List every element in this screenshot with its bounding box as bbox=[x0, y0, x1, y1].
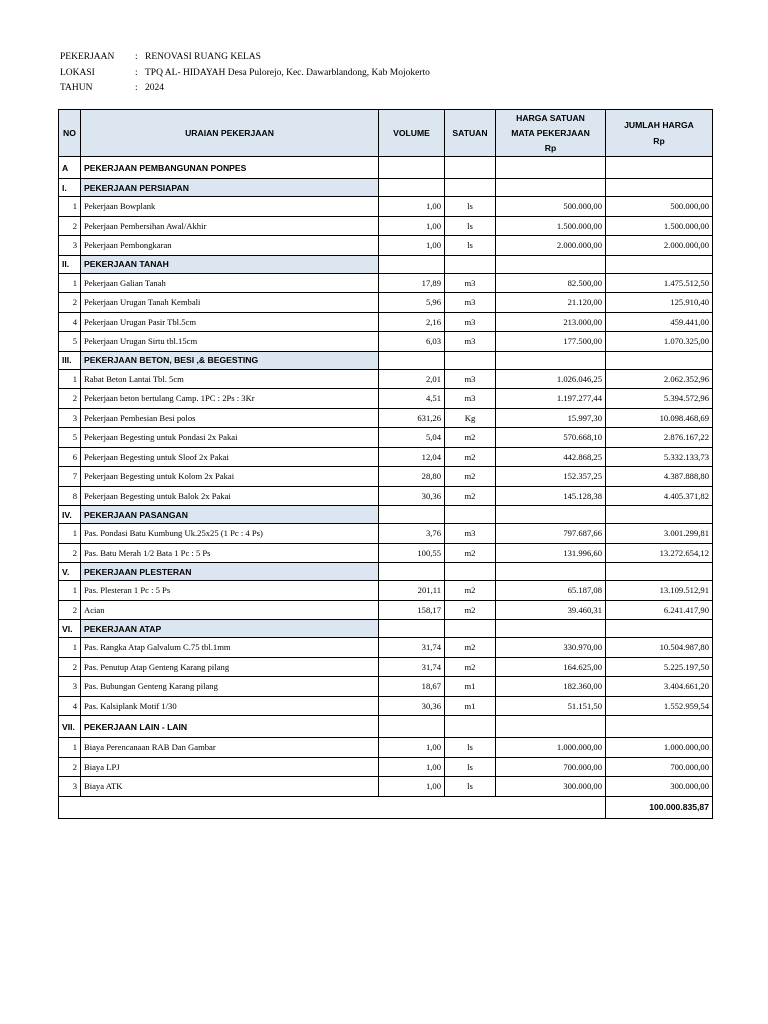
row-number: 1 bbox=[59, 273, 81, 293]
row-unit: Kg bbox=[445, 408, 496, 428]
rab-table bbox=[58, 109, 713, 819]
row-number: 3 bbox=[59, 777, 81, 797]
tahun-label: TAHUN bbox=[60, 83, 93, 93]
row-unit: ls bbox=[445, 216, 496, 236]
row-description: Pas. Penutup Atap Genteng Karang pilang bbox=[81, 657, 379, 677]
row-number: VI. bbox=[59, 620, 81, 638]
row-unit-price bbox=[496, 157, 606, 179]
row-total bbox=[606, 716, 713, 738]
row-description: Pekerjaan Begesting untuk Kolom 2x Pakai bbox=[81, 467, 379, 487]
table-row bbox=[59, 236, 713, 256]
table-row bbox=[59, 197, 713, 217]
row-description: Pekerjaan Begesting untuk Sloof 2x Pakai bbox=[81, 447, 379, 467]
table-row bbox=[59, 581, 713, 601]
row-unit: m2 bbox=[445, 638, 496, 658]
row-number: 4 bbox=[59, 312, 81, 332]
row-unit bbox=[445, 563, 496, 581]
row-number: 2 bbox=[59, 757, 81, 777]
row-volume bbox=[379, 157, 445, 179]
row-total: 5.394.572,96 bbox=[606, 389, 713, 409]
row-number: V. bbox=[59, 563, 81, 581]
section-row bbox=[59, 563, 713, 581]
table-row bbox=[59, 696, 713, 716]
row-unit bbox=[445, 506, 496, 524]
row-unit-price: 570.668,10 bbox=[496, 428, 606, 448]
row-unit-price: 1.500.000,00 bbox=[496, 216, 606, 236]
row-number: 2 bbox=[59, 543, 81, 563]
header-jumlah-line2: Rp bbox=[653, 136, 665, 147]
row-volume: 31,74 bbox=[379, 657, 445, 677]
row-number: 1 bbox=[59, 738, 81, 758]
row-unit-price bbox=[496, 620, 606, 638]
row-total: 4.387.888,80 bbox=[606, 467, 713, 487]
table-row bbox=[59, 486, 713, 506]
row-volume: 12,04 bbox=[379, 447, 445, 467]
row-unit bbox=[445, 179, 496, 197]
row-total: 5.332.133,73 bbox=[606, 447, 713, 467]
row-description: PEKERJAAN BETON, BESI ,& BEGESTING bbox=[81, 351, 379, 369]
row-total bbox=[606, 157, 713, 179]
group-row bbox=[59, 716, 713, 738]
table-row bbox=[59, 273, 713, 293]
row-unit: m3 bbox=[445, 273, 496, 293]
group-row bbox=[59, 157, 713, 179]
row-total: 459.441,00 bbox=[606, 312, 713, 332]
row-number: 3 bbox=[59, 236, 81, 256]
row-number: 3 bbox=[59, 677, 81, 697]
row-number: 5 bbox=[59, 428, 81, 448]
table-row bbox=[59, 216, 713, 236]
row-unit: m2 bbox=[445, 581, 496, 601]
table-row bbox=[59, 638, 713, 658]
table-row bbox=[59, 369, 713, 389]
section-row bbox=[59, 179, 713, 197]
row-unit: m2 bbox=[445, 447, 496, 467]
table-row bbox=[59, 332, 713, 352]
row-volume: 1,00 bbox=[379, 738, 445, 758]
table-row bbox=[59, 312, 713, 332]
row-number: 2 bbox=[59, 293, 81, 313]
section-row bbox=[59, 255, 713, 273]
row-volume: 2,01 bbox=[379, 369, 445, 389]
header-volume: VOLUME bbox=[379, 110, 445, 157]
row-total bbox=[606, 255, 713, 273]
table-row bbox=[59, 657, 713, 677]
pekerjaan-value: RENOVASI RUANG KELAS bbox=[145, 52, 261, 62]
row-number: 4 bbox=[59, 696, 81, 716]
row-unit: ls bbox=[445, 757, 496, 777]
row-unit-price: 1.026.046,25 bbox=[496, 369, 606, 389]
row-volume: 1,00 bbox=[379, 216, 445, 236]
row-unit-price: 39.460,31 bbox=[496, 600, 606, 620]
row-total: 2.876.167,22 bbox=[606, 428, 713, 448]
header-jumlah-line1: JUMLAH HARGA bbox=[624, 119, 694, 130]
header-uraian: URAIAN PEKERJAAN bbox=[81, 110, 379, 157]
row-total bbox=[606, 506, 713, 524]
row-description: Pekerjaan Bowplank bbox=[81, 197, 379, 217]
row-description: Pekerjaan Galian Tanah bbox=[81, 273, 379, 293]
row-unit: m2 bbox=[445, 486, 496, 506]
row-description: PEKERJAAN PLESTERAN bbox=[81, 563, 379, 581]
header-satuan: SATUAN bbox=[445, 110, 496, 157]
row-unit: ls bbox=[445, 197, 496, 217]
row-volume: 1,00 bbox=[379, 236, 445, 256]
row-unit: ls bbox=[445, 236, 496, 256]
tahun-row bbox=[60, 81, 430, 97]
grand-total-value: 100.000.835,87 bbox=[606, 796, 713, 818]
row-unit: m1 bbox=[445, 696, 496, 716]
row-total: 300.000,00 bbox=[606, 777, 713, 797]
row-number: 3 bbox=[59, 408, 81, 428]
row-volume bbox=[379, 620, 445, 638]
row-total: 1.475.512,50 bbox=[606, 273, 713, 293]
table-row bbox=[59, 524, 713, 544]
row-unit-price: 21.120,00 bbox=[496, 293, 606, 313]
row-unit-price: 177.500,00 bbox=[496, 332, 606, 352]
row-unit-price: 1.197.277,44 bbox=[496, 389, 606, 409]
row-number: 1 bbox=[59, 581, 81, 601]
lokasi-label: LOKASI bbox=[60, 67, 95, 78]
grand-total-spacer bbox=[59, 796, 606, 818]
row-unit bbox=[445, 351, 496, 369]
row-total: 5.225.197,50 bbox=[606, 657, 713, 677]
row-unit: ls bbox=[445, 777, 496, 797]
header-no: NO bbox=[59, 110, 81, 157]
table-row bbox=[59, 467, 713, 487]
row-unit bbox=[445, 157, 496, 179]
row-description: Pekerjaan Pembersihan Awal/Akhir bbox=[81, 216, 379, 236]
row-number: 8 bbox=[59, 486, 81, 506]
grand-total-row bbox=[59, 796, 713, 818]
row-total: 3.404.661,20 bbox=[606, 677, 713, 697]
row-description: Pas. Batu Merah 1/2 Bata 1 Pc : 5 Ps bbox=[81, 543, 379, 563]
row-description: Pas. Bubungan Genteng Karang pilang bbox=[81, 677, 379, 697]
lokasi-separator: : bbox=[135, 67, 138, 78]
pekerjaan-row bbox=[60, 50, 430, 66]
table-row bbox=[59, 600, 713, 620]
row-description: Pekerjaan Pembesian Besi polos bbox=[81, 408, 379, 428]
table-row bbox=[59, 738, 713, 758]
row-unit: m3 bbox=[445, 524, 496, 544]
row-number: A bbox=[59, 157, 81, 179]
pekerjaan-label: PEKERJAAN bbox=[60, 52, 115, 62]
row-number: II. bbox=[59, 255, 81, 273]
row-unit-price: 2.000.000,00 bbox=[496, 236, 606, 256]
row-description: PEKERJAAN ATAP bbox=[81, 620, 379, 638]
row-unit-price: 152.357,25 bbox=[496, 467, 606, 487]
row-volume: 201,11 bbox=[379, 581, 445, 601]
row-total: 10.098.468,69 bbox=[606, 408, 713, 428]
row-description: Pekerjaan Urugan Tanah Kembali bbox=[81, 293, 379, 313]
lokasi-value: TPQ AL- HIDAYAH Desa Pulorejo, Kec. Dawarblandong, Kab Mojokerto bbox=[145, 67, 430, 78]
row-volume bbox=[379, 351, 445, 369]
row-volume: 31,74 bbox=[379, 638, 445, 658]
table-header bbox=[59, 110, 713, 157]
row-unit-price: 500.000,00 bbox=[496, 197, 606, 217]
row-description: Pas. Rangka Atap Galvalum C.75 tbl.1mm bbox=[81, 638, 379, 658]
pekerjaan-separator: : bbox=[135, 52, 138, 62]
table-row bbox=[59, 408, 713, 428]
row-description: PEKERJAAN PERSIAPAN bbox=[81, 179, 379, 197]
row-unit-price: 797.687,66 bbox=[496, 524, 606, 544]
row-unit: m3 bbox=[445, 293, 496, 313]
row-description: Pekerjaan Urugan Pasir Tbl.5cm bbox=[81, 312, 379, 332]
row-number: IV. bbox=[59, 506, 81, 524]
row-total: 3.001.299,81 bbox=[606, 524, 713, 544]
row-unit: m3 bbox=[445, 369, 496, 389]
row-number: 1 bbox=[59, 638, 81, 658]
row-number: 1 bbox=[59, 524, 81, 544]
table-row bbox=[59, 677, 713, 697]
row-volume: 28,80 bbox=[379, 467, 445, 487]
row-unit: m3 bbox=[445, 389, 496, 409]
row-description: Acian bbox=[81, 600, 379, 620]
row-volume: 5,04 bbox=[379, 428, 445, 448]
row-unit-price: 164.625,00 bbox=[496, 657, 606, 677]
row-volume: 1,00 bbox=[379, 777, 445, 797]
row-total bbox=[606, 351, 713, 369]
row-unit-price: 182.360,00 bbox=[496, 677, 606, 697]
header-jumlah-harga bbox=[606, 110, 713, 157]
row-number: 2 bbox=[59, 216, 81, 236]
row-number: 5 bbox=[59, 332, 81, 352]
row-description: Biaya Perencanaan RAB Dan Gambar bbox=[81, 738, 379, 758]
row-volume: 4,51 bbox=[379, 389, 445, 409]
row-description: Pas. Kalsiplank Motif 1/30 bbox=[81, 696, 379, 716]
row-number: 2 bbox=[59, 600, 81, 620]
section-row bbox=[59, 351, 713, 369]
row-number: 1 bbox=[59, 197, 81, 217]
row-unit-price: 330.970,00 bbox=[496, 638, 606, 658]
header-harga-line1: HARGA SATUAN bbox=[516, 113, 585, 123]
row-total: 1.070.325,00 bbox=[606, 332, 713, 352]
table-row bbox=[59, 757, 713, 777]
row-unit-price: 82.500,00 bbox=[496, 273, 606, 293]
row-unit: ls bbox=[445, 738, 496, 758]
row-number: I. bbox=[59, 179, 81, 197]
row-unit-price: 213.000,00 bbox=[496, 312, 606, 332]
row-total: 2.062.352,96 bbox=[606, 369, 713, 389]
row-total: 13.272.654,12 bbox=[606, 543, 713, 563]
row-unit: m2 bbox=[445, 543, 496, 563]
lokasi-row bbox=[60, 66, 430, 82]
table-row bbox=[59, 428, 713, 448]
row-description: PEKERJAAN LAIN - LAIN bbox=[81, 716, 379, 738]
header-harga-line3: Rp bbox=[544, 143, 557, 153]
row-description: Rabat Beton Lantai Tbl. 5cm bbox=[81, 369, 379, 389]
row-unit: m2 bbox=[445, 657, 496, 677]
row-unit: m2 bbox=[445, 428, 496, 448]
row-unit-price bbox=[496, 351, 606, 369]
row-unit-price: 15.997,30 bbox=[496, 408, 606, 428]
row-description: Biaya LPJ bbox=[81, 757, 379, 777]
row-total bbox=[606, 620, 713, 638]
header-harga-line2: MATA PEKERJAAN bbox=[511, 128, 590, 138]
row-volume: 2,16 bbox=[379, 312, 445, 332]
row-total: 4.405.371,82 bbox=[606, 486, 713, 506]
row-total: 2.000.000,00 bbox=[606, 236, 713, 256]
row-description: Pekerjaan Begesting untuk Balok 2x Pakai bbox=[81, 486, 379, 506]
row-unit-price bbox=[496, 716, 606, 738]
row-volume: 158,17 bbox=[379, 600, 445, 620]
row-unit-price: 65.187,08 bbox=[496, 581, 606, 601]
table-row bbox=[59, 389, 713, 409]
row-unit-price: 51.151,50 bbox=[496, 696, 606, 716]
row-total: 500.000,00 bbox=[606, 197, 713, 217]
row-unit-price: 131.996,60 bbox=[496, 543, 606, 563]
row-volume: 17,89 bbox=[379, 273, 445, 293]
row-description: Biaya ATK bbox=[81, 777, 379, 797]
section-row bbox=[59, 506, 713, 524]
row-volume: 18,67 bbox=[379, 677, 445, 697]
tahun-value: 2024 bbox=[145, 83, 164, 93]
row-unit: m3 bbox=[445, 332, 496, 352]
row-total: 13.109.512,91 bbox=[606, 581, 713, 601]
row-volume bbox=[379, 506, 445, 524]
row-volume: 1,00 bbox=[379, 197, 445, 217]
row-volume: 100,55 bbox=[379, 543, 445, 563]
row-total: 700.000,00 bbox=[606, 757, 713, 777]
row-volume bbox=[379, 563, 445, 581]
row-total bbox=[606, 563, 713, 581]
row-number: III. bbox=[59, 351, 81, 369]
row-volume: 5,96 bbox=[379, 293, 445, 313]
row-number: 2 bbox=[59, 389, 81, 409]
row-unit: m3 bbox=[445, 312, 496, 332]
row-unit bbox=[445, 620, 496, 638]
row-volume: 6,03 bbox=[379, 332, 445, 352]
row-unit: m2 bbox=[445, 600, 496, 620]
row-unit-price bbox=[496, 563, 606, 581]
row-total: 125.910,40 bbox=[606, 293, 713, 313]
row-number: VII. bbox=[59, 716, 81, 738]
row-unit-price bbox=[496, 255, 606, 273]
row-total: 1.500.000,00 bbox=[606, 216, 713, 236]
row-total: 6.241.417,90 bbox=[606, 600, 713, 620]
row-unit-price: 300.000,00 bbox=[496, 777, 606, 797]
row-description: Pas. Pondasi Batu Kumbung Uk.25x25 (1 Pc : 4 Ps) bbox=[81, 524, 379, 544]
row-description: PEKERJAAN TANAH bbox=[81, 255, 379, 273]
row-description: Pekerjaan Urugan Sirtu tbl.15cm bbox=[81, 332, 379, 352]
row-number: 1 bbox=[59, 369, 81, 389]
row-number: 6 bbox=[59, 447, 81, 467]
row-unit: m2 bbox=[445, 467, 496, 487]
row-unit-price: 442.868,25 bbox=[496, 447, 606, 467]
table-row bbox=[59, 447, 713, 467]
row-unit bbox=[445, 255, 496, 273]
row-description: Pekerjaan Pembongkaran bbox=[81, 236, 379, 256]
row-unit: m1 bbox=[445, 677, 496, 697]
row-volume bbox=[379, 179, 445, 197]
row-volume: 3,76 bbox=[379, 524, 445, 544]
row-total: 1.552.959,54 bbox=[606, 696, 713, 716]
row-number: 2 bbox=[59, 657, 81, 677]
table-row bbox=[59, 543, 713, 563]
row-description: Pekerjaan beton bertulang Camp. 1PC : 2Ps : 3Kr bbox=[81, 389, 379, 409]
row-unit-price bbox=[496, 179, 606, 197]
row-total: 10.504.987,80 bbox=[606, 638, 713, 658]
row-unit-price: 700.000,00 bbox=[496, 757, 606, 777]
row-volume bbox=[379, 716, 445, 738]
row-unit-price: 145.128,38 bbox=[496, 486, 606, 506]
row-description: PEKERJAAN PEMBANGUNAN PONPES bbox=[81, 157, 379, 179]
table-body bbox=[59, 157, 713, 797]
row-volume bbox=[379, 255, 445, 273]
row-total: 1.000.000,00 bbox=[606, 738, 713, 758]
project-info bbox=[60, 50, 430, 97]
row-volume: 631,26 bbox=[379, 408, 445, 428]
section-row bbox=[59, 620, 713, 638]
row-description: Pas. Plesteran 1 Pc : 5 Ps bbox=[81, 581, 379, 601]
row-total bbox=[606, 179, 713, 197]
table-row bbox=[59, 293, 713, 313]
tahun-separator: : bbox=[135, 83, 138, 93]
row-number: 7 bbox=[59, 467, 81, 487]
table-row bbox=[59, 777, 713, 797]
row-volume: 30,36 bbox=[379, 696, 445, 716]
row-description: Pekerjaan Begesting untuk Pondasi 2x Pakai bbox=[81, 428, 379, 448]
row-description: PEKERJAAN PASANGAN bbox=[81, 506, 379, 524]
row-unit-price: 1.000.000,00 bbox=[496, 738, 606, 758]
row-unit-price bbox=[496, 506, 606, 524]
row-unit bbox=[445, 716, 496, 738]
header-harga-satuan bbox=[496, 110, 606, 157]
row-volume: 1,00 bbox=[379, 757, 445, 777]
row-volume: 30,36 bbox=[379, 486, 445, 506]
